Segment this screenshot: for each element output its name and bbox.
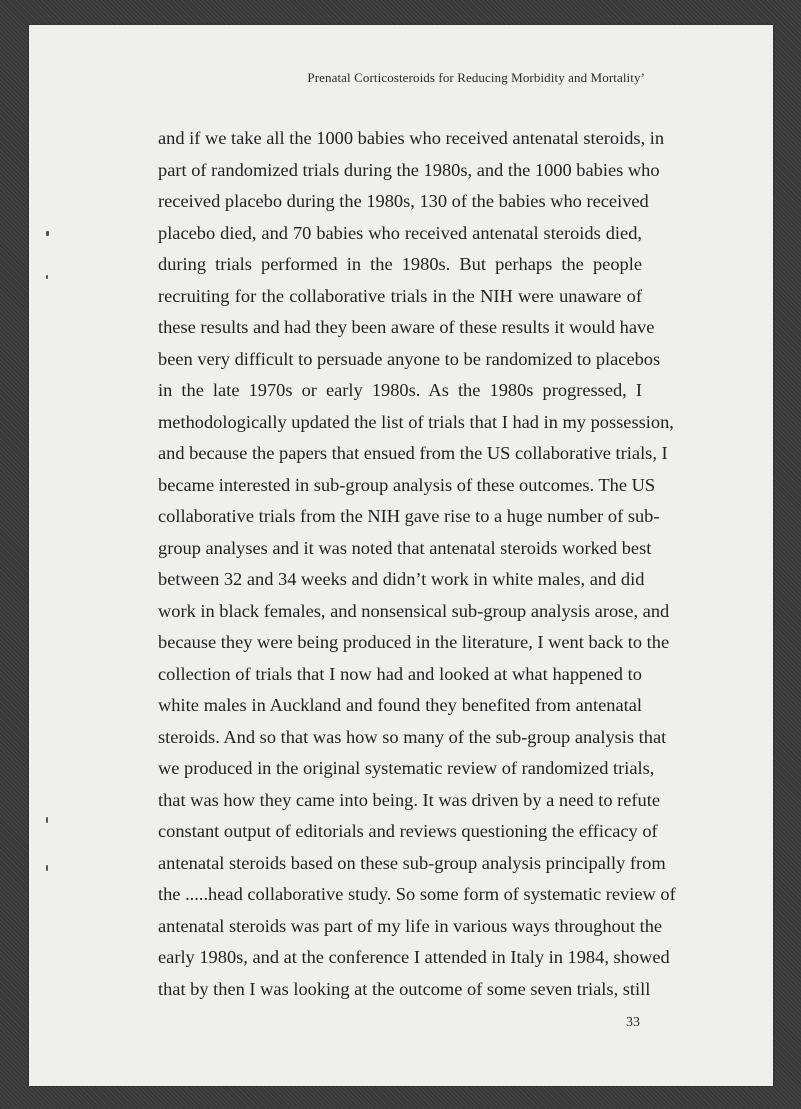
text-line: constant output of editorials and reviews questioning the efficacy of	[158, 821, 658, 841]
text-line: antenatal steroids was part of my life in various ways throughout the	[158, 915, 663, 936]
document-page	[29, 25, 773, 1086]
text-line: work in black females, and nonsensical sub-group analysis arose, and	[158, 600, 670, 621]
text-line: early 1980s, and at the conference I attended in Italy in 1984, showed	[158, 947, 670, 967]
text-line: methodologically updated the list of trials that I had in my possession,	[158, 411, 674, 432]
text-line: been very difficult to persuade anyone to be randomized to placebos	[158, 348, 661, 369]
text-line: we produced in the original systematic review of randomized trials,	[158, 758, 655, 778]
text-line: steroids. And so that was how so many of the sub-group analysis that	[158, 726, 667, 747]
margin-mark	[46, 817, 48, 823]
text-line: recruiting for the collaborative trials in the NIH were unaware of	[158, 285, 642, 306]
text-line: and because the papers that ensued from the US collaborative trials, I	[158, 443, 668, 463]
text-line: these results and had they been aware of these results it would have	[158, 317, 655, 337]
text-line: during trials performed in the 1980s. But perhaps the people	[158, 254, 642, 274]
margin-mark	[46, 275, 48, 279]
text-line: collection of trials that I now had and looked at what happened to	[158, 663, 642, 684]
running-header: Prenatal Corticosteroids for Reducing Morbidity and Mortality’	[307, 70, 645, 85]
body-paragraph	[158, 123, 676, 1005]
text-line: that was how they came into being. It was driven by a need to refute	[158, 789, 661, 810]
text-line: part of randomized trials during the 1980s, and the 1000 babies who	[158, 159, 660, 180]
text-line: placebo died, and 70 babies who received antenatal steroids died,	[158, 222, 642, 243]
text-line: and if we take all the 1000 babies who received antenatal steroids, in	[158, 128, 665, 148]
text-line: because they were being produced in the literature, I went back to the	[158, 632, 670, 652]
margin-mark	[46, 231, 49, 236]
text-line: white males in Auckland and found they benefited from antenatal	[158, 695, 642, 715]
text-line: between 32 and 34 weeks and didn’t work in white males, and did	[158, 569, 645, 589]
page-number: 33	[626, 1015, 640, 1030]
text-line: antenatal steroids based on these sub-group analysis principally from	[158, 852, 666, 873]
text-line: collaborative trials from the NIH gave rise to a huge number of sub-	[158, 506, 660, 526]
text-line: in the late 1970s or early 1980s. As the 1980s progressed, I	[158, 380, 642, 400]
text-line: became interested in sub-group analysis of these outcomes. The US	[158, 474, 656, 495]
text-line: received placebo during the 1980s, 130 of the babies who received	[158, 191, 649, 211]
text-line: the .....head collaborative study. So some form of systematic review of	[158, 884, 676, 904]
text-line: that by then I was looking at the outcome of some seven trials, still	[158, 978, 651, 999]
text-line: group analyses and it was noted that antenatal steroids worked best	[158, 537, 652, 558]
margin-mark	[46, 865, 48, 871]
